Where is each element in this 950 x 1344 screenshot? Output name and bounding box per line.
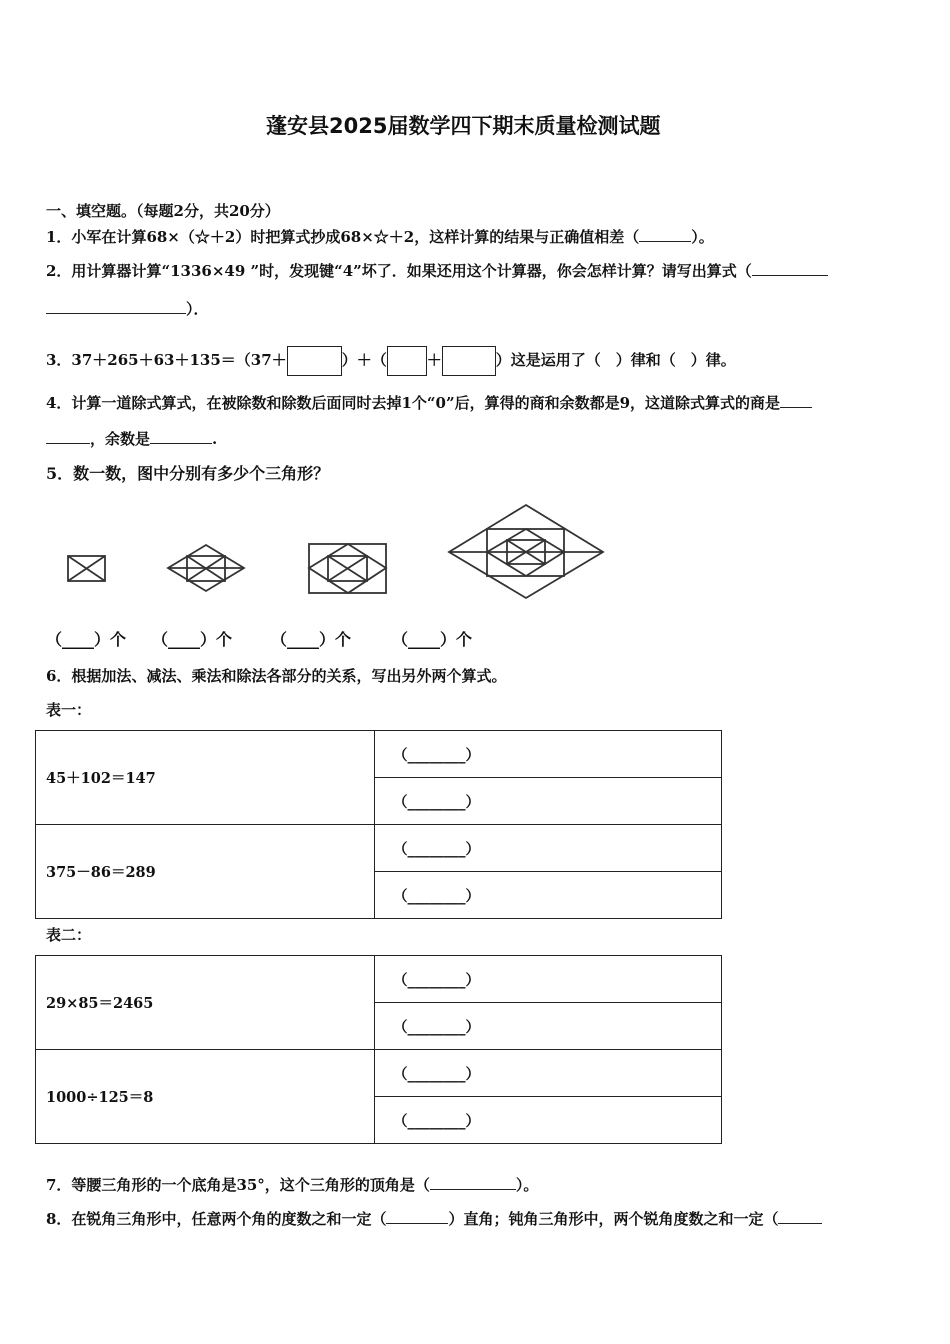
question-3	[46, 346, 736, 376]
section-heading: 一、填空题。（每题2分，共20分）	[46, 202, 280, 220]
q5-answer-2[interactable]: （____）个	[152, 630, 233, 649]
q5-answer-3[interactable]: （____）个	[271, 630, 352, 649]
answer-cell[interactable]: （________）	[375, 731, 722, 778]
question-8	[46, 1212, 822, 1227]
question-4	[46, 396, 812, 411]
equation-cell: 375－86＝289	[36, 825, 375, 919]
question-4-end: .	[212, 430, 218, 448]
answer-cell[interactable]: （________）	[375, 872, 722, 919]
equation-cell: 29×85＝2465	[36, 956, 375, 1050]
question-2-end: ）．	[186, 300, 209, 318]
answer-box[interactable]	[442, 346, 496, 376]
question-6: 6．根据加法、减法、乘法和除法各部分的关系，写出另外两个算式。	[46, 667, 507, 685]
answer-cell[interactable]: （________）	[375, 1003, 722, 1050]
table-1-label: 表一：	[46, 701, 92, 719]
question-4-line2	[46, 432, 217, 447]
answer-blank[interactable]	[150, 443, 212, 444]
question-3-start: 3．37＋265＋63＋135＝（37＋	[46, 351, 287, 369]
answer-cell[interactable]: （________）	[375, 778, 722, 825]
question-1	[46, 230, 714, 245]
question-4-text: 4．计算一道除式算式，在被除数和除数后面同时去掉1个“0”后，算得的商和余数都是9，这道除式算式的商是	[46, 394, 781, 412]
table-2-label: 表二：	[46, 926, 92, 944]
answer-box[interactable]	[287, 346, 342, 376]
question-7-end: ）。	[515, 1176, 539, 1194]
table-2	[35, 955, 722, 1144]
answer-blank[interactable]	[780, 407, 812, 408]
question-2-text: 2．用计算器计算“1336×49 ”时，发现键“4”坏了．如果还用这个计算器，你会怎样计算？请写出算式（	[46, 262, 752, 280]
q5-answer-4[interactable]: （____）个	[392, 630, 473, 649]
question-3-end: ）这是运用了（ ）律和（ ）律。	[495, 351, 736, 369]
question-4-mid: ，余数是	[90, 430, 151, 448]
answer-blank[interactable]	[778, 1223, 822, 1224]
answer-cell[interactable]: （________）	[375, 1097, 722, 1144]
figure-3	[309, 544, 386, 593]
question-1-end: ）。	[691, 228, 714, 246]
question-1-text: 1．小军在计算68×（☆＋2）时把算式抄成68×☆＋2，这样计算的结果与正确值相差（	[46, 228, 640, 246]
question-7-text: 7．等腰三角形的一个底角是35°，这个三角形的顶角是（	[46, 1176, 430, 1194]
page-title: 蓬安县2025届数学四下期末质量检测试题	[266, 114, 661, 138]
answer-blank[interactable]	[46, 313, 186, 314]
answer-blank[interactable]	[430, 1189, 516, 1190]
figure-1	[68, 556, 105, 581]
question-2-line2	[46, 302, 209, 317]
answer-blank[interactable]	[752, 275, 828, 276]
figure-4	[449, 505, 603, 598]
question-2	[46, 264, 828, 279]
question-5: 5．数一数，图中分别有多少个三角形？	[46, 464, 330, 483]
answer-blank[interactable]	[639, 241, 691, 242]
plus-sign: ＋	[426, 351, 442, 369]
answer-blank[interactable]	[46, 443, 90, 444]
q5-answer-1[interactable]: （____）个	[46, 630, 127, 649]
answer-cell[interactable]: （________）	[375, 956, 722, 1003]
answer-cell[interactable]: （________）	[375, 825, 722, 872]
equation-cell: 45＋102＝147	[36, 731, 375, 825]
figure-2	[168, 545, 244, 591]
question-8-part2: ）直角；钝角三角形中，两个锐角度数之和一定（	[448, 1210, 779, 1228]
answer-box[interactable]	[387, 346, 427, 376]
triangle-figures	[60, 500, 620, 612]
equation-cell: 1000÷125＝8	[36, 1050, 375, 1144]
question-8-part1: 8．在锐角三角形中，任意两个角的度数之和一定（	[46, 1210, 387, 1228]
answer-cell[interactable]: （________）	[375, 1050, 722, 1097]
table-1	[35, 730, 722, 919]
question-3-mid: ）＋（	[341, 351, 387, 369]
answer-blank[interactable]	[386, 1223, 448, 1224]
question-7	[46, 1178, 538, 1193]
